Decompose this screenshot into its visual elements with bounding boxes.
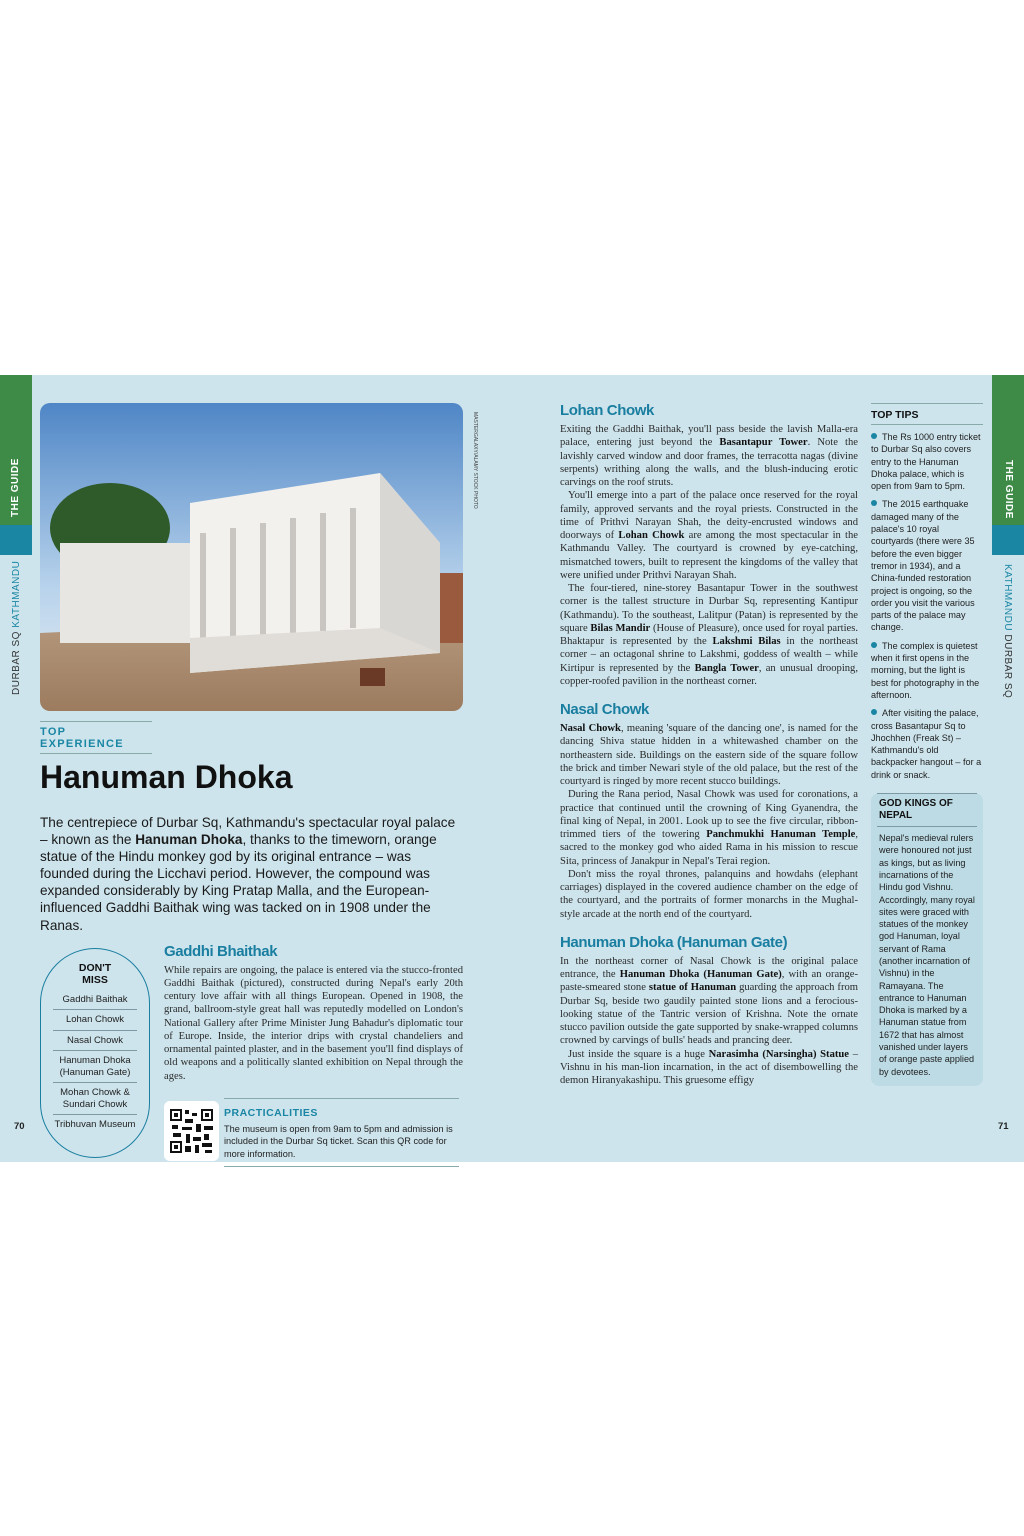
bold-term: Bangla Tower (694, 662, 759, 674)
photo-credit: MASTERGALAXY/ALAMY STOCK PHOTO (472, 412, 478, 509)
paragraph (560, 1048, 858, 1088)
text-run: Don't miss the royal thrones, palanquins and howdahs (elephant carriages) displayed in the covered audience chamber on the edge of the courtyard, and the portraits of former monarchs in the Mughal-style arcade at the north end of the courtyard. (560, 868, 858, 920)
left-page-content (40, 721, 463, 1167)
bullet-icon (871, 709, 877, 715)
paragraph (560, 955, 858, 1048)
text-run: guarding the approach from Durbar Sq, beside two gaudily painted stone lions and a ferocious-looking statue of the Tantric version of Krishna. Note the ornate stucco pavilion outside the gate supported by snake-wrapped columns crowned by carvings of bulls' heads and prancing deer. (560, 982, 859, 1047)
top-tips-box (871, 403, 983, 781)
bullet-icon (871, 642, 877, 648)
text-run: are among the most spectacular in the Kathmandu Valley. The courtyard is crowned by eye-catching, mismatched towers, built to represent the kingdoms of the valley that were unified under Prithvi Narayan Shah. (560, 530, 858, 581)
bold-term: Nasal Chowk (560, 723, 621, 734)
top-tips-heading: TOP TIPS (871, 403, 983, 425)
text-run: , sacred to the monkey god who aided Rama in his mission to rescue Sita, princess of Janakpur in Nepal's Terai region. (560, 829, 858, 867)
dont-miss-title: DON'T MISS (78, 961, 112, 987)
tip-text: The 2015 earthquake damaged many of the palace's 10 royal courtyards (there were 35 before the even bigger tremor in 1934), and a China-funded restoration project is ongoing, so the order you visit the various parts of the palace may change. (871, 499, 975, 633)
paragraph (164, 964, 463, 1083)
tab-label-left: THE GUIDE (10, 458, 21, 517)
gaddhi-column (164, 942, 463, 1167)
text-run: While repairs are ongoing, the palace is entered via the stucco-fronted Gaddhi Baithak (pictured), constructed during Nepal's early 20th century love affair with all things European. Opened in 1908, the grand, ballroom-style great hall was reputedly modelled on London's National Gallery after Prime Minister Jung Bahadur's diplomatic tour of Europe. Inside, the interior drips with crystal chandeliers and ornamental painted plaster, and in the basement you'll find displays of old weapons and a politically slanted exhibition on Nepal through the ages. (164, 964, 463, 1082)
page-title: Hanuman Dhoka (40, 759, 293, 795)
text-run: – Vishnu in his man-lion incarnation, in the act of disembowelling the demon Hiranyakashipu. This gruesome effigy (560, 1048, 859, 1086)
tip-item (871, 431, 983, 492)
section-lohan-chowk (560, 401, 858, 688)
bold-term: Hanuman Dhoka (Hanuman Gate) (619, 969, 782, 980)
intro-paragraph (40, 814, 460, 934)
running-head-part: KATHMANDU (11, 560, 22, 628)
text-run: , with an orange-paste-smeared stone (560, 969, 859, 994)
nasal-chowk-body (560, 722, 858, 921)
tip-text: After visiting the palace, cross Basantapur Sq to Jhochhen (Freak St) – Kathmandu's old backpacker hangout – for a drink or snack. (871, 708, 982, 780)
bold-term: Narasimha (Narsingha) Statue (708, 1048, 850, 1060)
paragraph (560, 582, 858, 688)
sidebar-column (871, 403, 983, 1086)
text-run: , meaning 'square of the dancing one', is named for the dancing Shiva statue hidden in a whitewashed chamber on the northeastern side. Buildings on the eastern side of the square follow the brick and timber Newari style of the old palace, but the rest of the courtyard is ringed by more recent stucco buildings. (560, 723, 858, 787)
text-run: The four-tiered, nine-storey Basantapur Tower in the southwest corner is the tallest structure in Durbar Sq, representing Kantipur (Kathmandu). To the southeast, Lalitpur (Patan) is represented by the square (560, 583, 858, 634)
section-hanuman-gate (560, 933, 858, 1088)
text-run: The centrepiece of Durbar Sq, Kathmandu's spectacular royal palace – known as the (40, 815, 456, 848)
text-run: , thanks to the timeworn, orange statue of the Hindu monkey god by its original entrance – was founded during the Licchavi period. However, the compound was expanded considerably by King Pratap Malla, and the European-influenced Gaddhi Baithak wing was tacked on in 1908 under the Ranas. (40, 832, 437, 933)
bold-term: Lakshmi Bilas (712, 636, 781, 647)
bold-term: Lohan Chowk (618, 530, 685, 541)
section-heading-lohan-chowk: Lohan Chowk (560, 402, 654, 419)
lohan-chowk-body (560, 423, 858, 688)
practicalities-text: The museum is open from 9am to 5pm and admission is included in the Durbar Sq ticket. Scan this QR code for more information. (224, 1123, 453, 1159)
dont-miss-item: Tribhuvan Museum (54, 1119, 136, 1131)
bullet-icon (871, 433, 877, 439)
hanuman-gate-body (560, 955, 858, 1088)
god-kings-text: Nepal's medieval rulers were honoured not just as kings, but as living incarnations of the Hindu god Vishnu. Accordingly, many royal sites were graced with statues of the monkey god Hanuman, loyal servant of Rama (another incarnation of Vishnu) in the Ramayana. The entrance to Hanuman Dhoka is marked by a Hanuman statue from 1672 that has almost vanished under layers of orange paste applied by devotees. (879, 833, 975, 1077)
god-kings-box (871, 793, 983, 1086)
text-run: You'll emerge into a part of the palace once reserved for the royal family, approved servants and the royal priests. Constructed in the time of Prithvi Narayan Shah, the deity-encrusted windows and doorways of (560, 490, 858, 541)
bold-term: Panchmukhi Hanuman Temple (706, 829, 856, 840)
text-run: . Note the lavishly carved window and door frames, the terracotta nagas (divine serpents) writhing along the walls, and the blush-inducing erotic carvings on the roof struts. (560, 437, 859, 488)
text-run: During the Rana period, Nasal Chowk was used for coronations, a practice that continued until the crowning of King Gyanendra, the final king of Nepal, in 2001. Look up to see the five circular, ribbon-trimmed tiers of the towering (560, 789, 858, 840)
bold-term: statue of Hanuman (648, 982, 737, 994)
left-lower-row (40, 942, 463, 1167)
kicker-label: TOP EXPERIENCE (40, 721, 152, 754)
page-number-left: 70 (14, 1121, 25, 1132)
paragraph (560, 489, 858, 582)
god-kings-heading: GOD KINGS OF NEPAL (877, 793, 977, 827)
section-heading-nasal-chowk: Nasal Chowk (560, 701, 649, 718)
section-tab-left (0, 525, 32, 555)
tip-item (871, 640, 983, 701)
dont-miss-item: Mohan Chowk & Sundari Chowk (53, 1083, 137, 1115)
paragraph (560, 722, 858, 788)
gaddhi-baithak-photo (40, 403, 463, 711)
tab-label-right: THE GUIDE (1003, 460, 1014, 519)
practicalities-heading: PRACTICALITIES (224, 1106, 318, 1119)
text-run: , an unusual drooping, copper-roofed pavilion in the northeast corner. (560, 662, 859, 687)
bold-term: Hanuman Dhoka (135, 832, 243, 848)
practicalities-box (164, 1097, 459, 1167)
dont-miss-box (40, 948, 150, 1158)
tip-item (871, 498, 983, 633)
bullet-icon (871, 500, 877, 506)
bold-term: Basantapur Tower (719, 437, 808, 449)
tip-item (871, 707, 983, 781)
text-run: In the northeast corner of Nasal Chowk is the original palace entrance, the (560, 955, 858, 980)
paragraph (560, 423, 858, 489)
practicalities-content (224, 1098, 459, 1167)
tip-text: The complex is quietest when it first opens in the morning, but the light is best for photography in the afternoon. (871, 640, 980, 700)
section-heading-gaddhi: Gaddhi Bhaithak (164, 942, 278, 960)
paragraph (560, 868, 858, 921)
running-head-right (1002, 564, 1013, 698)
text-run: in the northeast corner – an octagonal shrine to Lakshmi, goddess of wealth – while Kirtipur is represented by the (560, 636, 859, 674)
paragraph (560, 788, 858, 868)
running-head-part: KATHMANDU (1002, 564, 1013, 635)
running-head-part: DURBAR SQ (1002, 634, 1013, 699)
dont-miss-list (41, 990, 149, 1135)
qr-code[interactable] (164, 1101, 219, 1161)
running-head-left (11, 561, 22, 695)
text-run: (House of Pleasure), once used for royal parties. Bhaktapur is represented by the (560, 622, 859, 647)
dont-miss-item: Lohan Chowk (53, 1010, 137, 1031)
tip-text: The Rs 1000 entry ticket to Durbar Sq also covers entry to the Hanuman Dhoka palace, which is open from 9am to 5pm. (871, 432, 981, 492)
text-run: Exiting the Gaddhi Baithak, you'll pass beside the lavish Malla-era palace, entering just beyond the (560, 424, 858, 449)
page-number-right: 71 (998, 1121, 1009, 1132)
running-head-part: DURBAR SQ (11, 627, 22, 695)
right-page-content (560, 401, 858, 1099)
section-heading-hanuman-gate: Hanuman Dhoka (Hanuman Gate) (560, 933, 788, 951)
dont-miss-item: Gaddhi Baithak (53, 990, 137, 1011)
section-nasal-chowk (560, 700, 858, 921)
dont-miss-item: Nasal Chowk (53, 1031, 137, 1052)
bold-term: Bilas Mandir (590, 622, 651, 634)
section-tab-right (992, 525, 1024, 555)
dont-miss-item: Hanuman Dhoka (Hanuman Gate) (53, 1051, 137, 1083)
gaddhi-body (164, 964, 463, 1083)
text-run: Just inside the square is a huge (568, 1048, 709, 1060)
